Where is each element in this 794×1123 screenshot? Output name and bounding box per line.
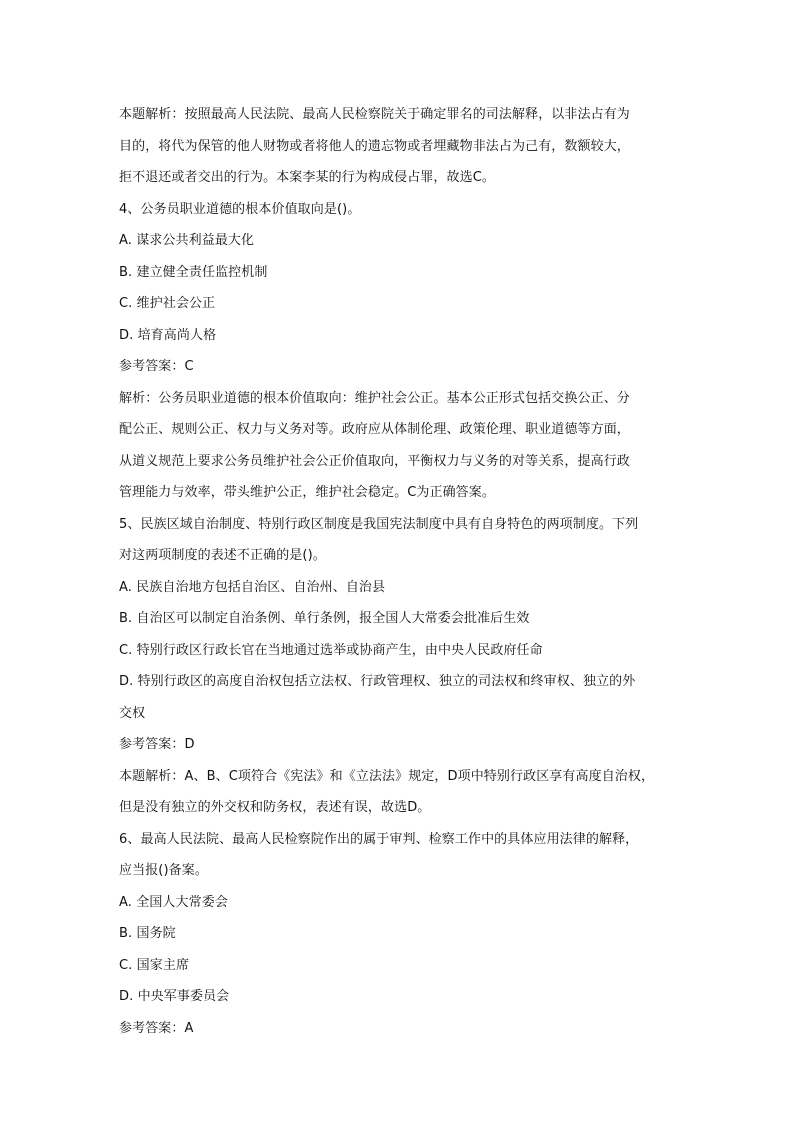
explanation-q5-line-2: 但是没有独立的外交权和防务权，表述有误，故选D。 [119, 800, 431, 815]
question-4-option-c: C. 维护社会公正 [119, 296, 216, 311]
question-6-stem-line-2: 应当报()备案。 [119, 863, 208, 878]
explanation-q4-line-3: 从道义规范上要求公务员维护社会公正价值取向，平衡权力与义务的对等关系，提高行政 [119, 453, 630, 469]
question-6-answer: 参考答案：A [119, 1020, 194, 1036]
question-4-option-a: A. 谋求公共利益最大化 [119, 233, 255, 248]
question-5-option-d-line-1: D. 特别行政区的高度自治权包括立法权、行政管理权、独立的司法权和终审权、独立的外 [119, 674, 636, 689]
question-6-option-c: C. 国家主席 [119, 957, 190, 973]
question-4-option-d: D. 培育高尚人格 [119, 327, 217, 343]
question-6-option-d: D. 中央军事委员会 [119, 989, 230, 1004]
question-6-option-a: A. 全国人大常委会 [119, 894, 228, 910]
question-5-option-b: B. 自治区可以制定自治条例、单行条例，报全国人大常委会批准后生效 [119, 611, 530, 626]
explanation-q4-line-2: 配公正、规则公正、权力与义务对等。政府应从体制伦理、政策伦理、职业道德等方面， [119, 422, 630, 437]
question-5-option-a: A. 民族自治地方包括自治区、自治州、自治县 [119, 579, 386, 595]
question-5-option-c: C. 特别行政区行政长官在当地通过选举或协商产生，由中央人民政府任命 [119, 642, 543, 658]
explanation-q5-line-1: 本题解析：A、B、C项符合《宪法》和《立法法》规定，D项中特别行政区享有高度自治权， [119, 768, 655, 784]
question-6-option-b: B. 国务院 [119, 926, 176, 941]
question-5-stem-line-1: 5、民族区域自治制度、特别行政区制度是我国宪法制度中具有自身特色的两项制度。下列 [119, 516, 639, 532]
question-4-option-b: B. 建立健全责任监控机制 [119, 264, 268, 280]
document-body [119, 99, 679, 1044]
explanation-q3-line-2: 目的，将代为保管的他人财物或者将他人的遗忘物或者埋藏物非法占为己有，数额较大， [119, 138, 630, 154]
explanation-q3-line-3: 拒不退还或者交出的行为。本案李某的行为构成侵占罪，故选C。 [119, 170, 495, 185]
question-4-stem: 4、公务员职业道德的根本价值取向是()。 [119, 201, 361, 217]
question-5-option-d-line-2: 交权 [119, 705, 146, 721]
explanation-q4-line-4: 管理能力与效率，带头维护公正，维护社会稳定。C为正确答案。 [119, 485, 495, 500]
question-4-answer: 参考答案：C [119, 359, 194, 374]
question-5-stem-line-2: 对这两项制度的表述不正确的是()。 [119, 548, 326, 563]
explanation-q3-line-1: 本题解析：按照最高人民法院、最高人民检察院关于确定罪名的司法解释，以非法占有为 [119, 107, 630, 122]
question-6-stem-line-1: 6、最高人民法院、最高人民检察院作出的属于审判、检察工作中的具体应用法律的解释， [119, 831, 639, 847]
explanation-q4-line-1: 解析：公务员职业道德的根本价值取向：维护社会公正。基本公正形式包括交换公正、分 [119, 390, 630, 406]
question-5-answer: 参考答案：D [119, 737, 195, 752]
